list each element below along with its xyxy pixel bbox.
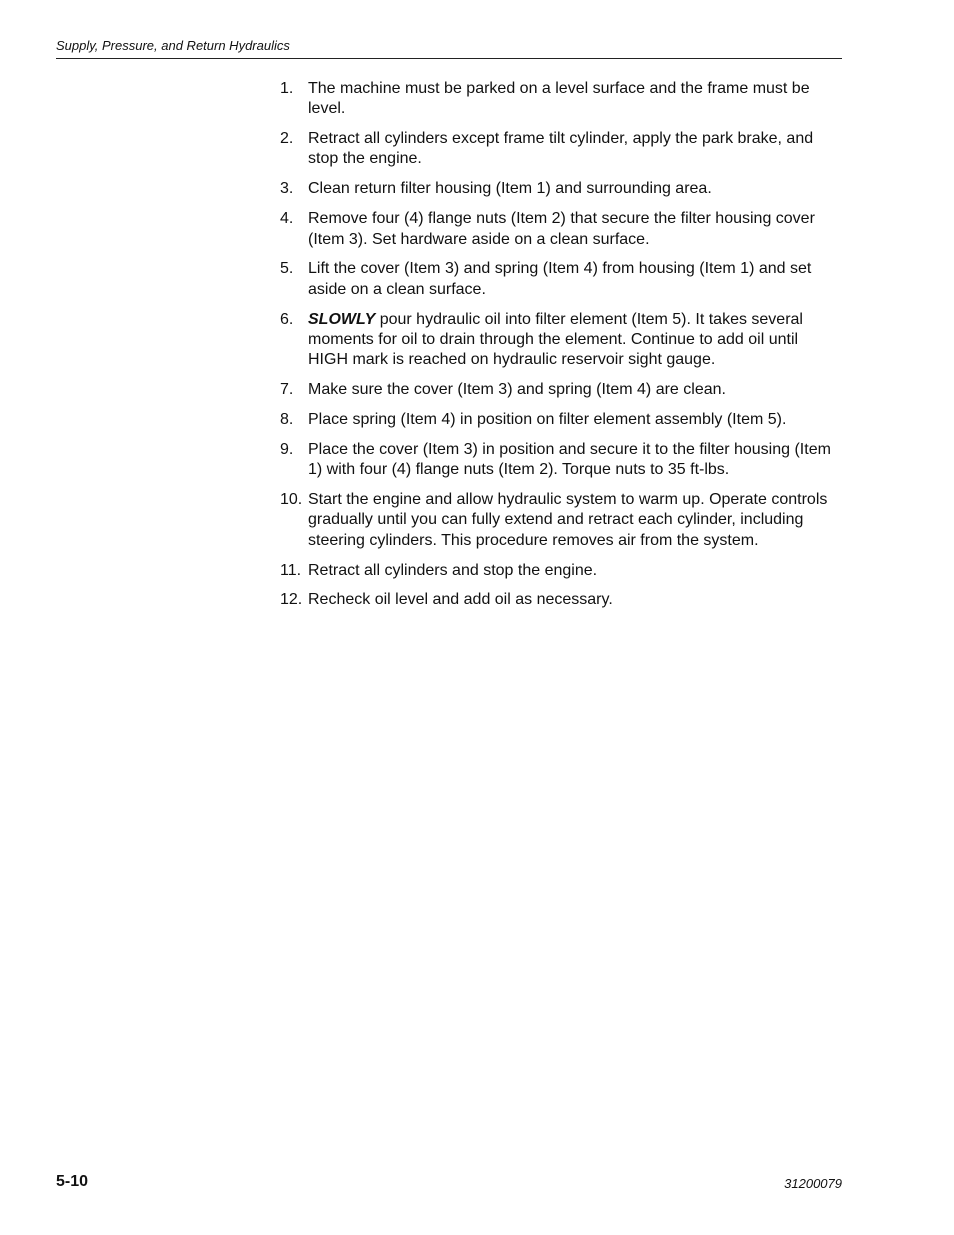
step-number: 5.	[280, 260, 294, 278]
step-text: Retract all cylinders and stop the engine.	[308, 561, 598, 579]
step-item	[280, 410, 840, 430]
step-text: Clean return filter housing (Item 1) and surrounding area.	[308, 180, 712, 198]
step-text: Remove four (4) flange nuts (Item 2) that secure the filter housing cover (Item 3). Set hardware aside on a clean surface.	[308, 210, 815, 248]
step-item	[280, 259, 840, 300]
step-emphasis: SLOWLY	[308, 310, 376, 328]
step-text: The machine must be parked on a level surface and the frame must be level.	[308, 80, 810, 118]
step-item	[280, 440, 840, 481]
step-item	[280, 590, 840, 610]
step-text: Recheck oil level and add oil as necessary.	[308, 591, 613, 609]
step-number: 11.	[280, 561, 302, 579]
step-item	[280, 490, 840, 551]
step-item	[280, 79, 840, 120]
step-number: 2.	[280, 130, 294, 148]
step-text: Retract all cylinders except frame tilt cylinder, apply the park brake, and stop the engine.	[308, 130, 814, 168]
procedure-steps	[280, 79, 840, 620]
step-item	[280, 380, 840, 400]
step-number: 8.	[280, 411, 294, 429]
header-title: Supply, Pressure, and Return Hydraulics	[56, 38, 290, 53]
step-number: 12.	[280, 591, 303, 609]
step-number: 9.	[280, 440, 294, 458]
step-text: Start the engine and allow hydraulic system to warm up. Operate controls gradually until you can fully extend and retract each cylinder, including steering cylinders. This procedure removes air from the system.	[308, 491, 828, 549]
step-number: 4.	[280, 210, 294, 228]
step-number: 10.	[280, 491, 303, 509]
step-number: 7.	[280, 381, 294, 399]
step-item	[280, 310, 840, 371]
step-text: Make sure the cover (Item 3) and spring (Item 4) are clean.	[308, 381, 726, 399]
page-header	[56, 37, 842, 59]
step-item	[280, 561, 840, 581]
step-text: Place spring (Item 4) in position on filter element assembly (Item 5).	[308, 411, 787, 429]
document-number: 31200079	[784, 1176, 842, 1191]
step-number: 3.	[280, 180, 294, 198]
page-number: 5-10	[56, 1173, 89, 1190]
step-number: 1.	[280, 80, 294, 97]
step-text: Lift the cover (Item 3) and spring (Item 4) from housing (Item 1) and set aside on a clean surface.	[308, 260, 812, 298]
step-item	[280, 129, 840, 170]
step-item	[280, 179, 840, 199]
step-text: pour hydraulic oil into filter element (Item 5). It takes several moments for oil to drain through the element. Continue to add oil until HIGH mark is reached on hydraulic reservoir sight gauge.	[308, 310, 803, 369]
step-item	[280, 209, 840, 250]
step-text: Place the cover (Item 3) in position and secure it to the filter housing (Item 1) with four (4) flange nuts (Item 2). Torque nuts to 35 ft-lbs.	[308, 440, 831, 479]
step-number: 6.	[280, 310, 294, 328]
